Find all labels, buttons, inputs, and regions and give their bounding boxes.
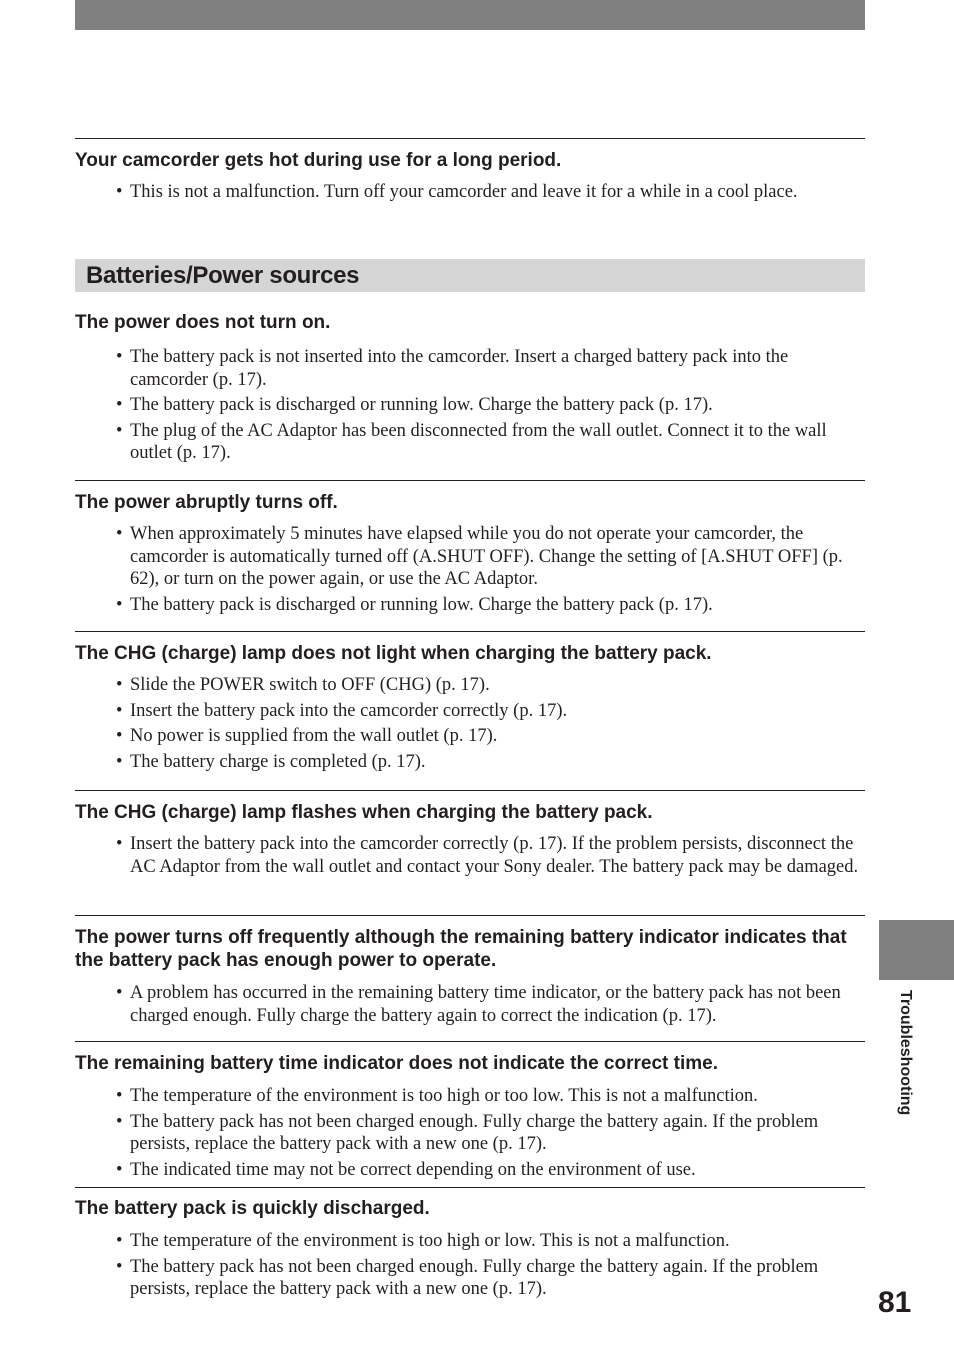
divider: [75, 138, 865, 139]
bullet: •: [116, 1086, 123, 1106]
bullet: •: [116, 751, 123, 772]
bullet-list: [0, 1230, 866, 1304]
list-item: [0, 1256, 866, 1301]
bullet: •: [116, 1256, 123, 1277]
list-item-text: A problem has occurred in the remaining battery time indicator, or the battery pack has not been charged enough. Fully charge the battery again to correct the indication (p. 17).: [130, 983, 841, 1026]
list-item-text: The battery charge is completed (p. 17).: [130, 751, 426, 772]
list-item-text: When approximately 5 minutes have elapsed while you do not operate your camcorder, the camcorder is automatically turned off (A.SHUT OFF). Change the setting of [A.SHUT OFF] (p. 62), or turn on the power again, or use the AC Adaptor.: [130, 524, 843, 589]
divider: [75, 1187, 865, 1188]
list-item-text: The plug of the AC Adaptor has been disconnected from the wall outlet. Connect it to the wall outlet (p. 17).: [130, 420, 827, 463]
section-band: [75, 259, 865, 292]
bullet: •: [116, 524, 123, 544]
list-item-text: The battery pack has not been charged enough. Fully charge the battery again. If the problem persists, replace the battery pack with a new one (p. 17).: [130, 1256, 819, 1299]
list-item: [0, 700, 866, 723]
list-item: [0, 181, 866, 204]
list-item: [0, 420, 866, 465]
chapter-tab-label: Troubleshooting: [897, 990, 914, 1116]
divider: [75, 790, 865, 791]
bullet: •: [116, 1111, 123, 1132]
bullet: •: [116, 347, 123, 367]
topic-heading: The power turns off frequently although the remaining battery indicator indicates that the battery pack has enough power to operate.: [75, 927, 847, 971]
list-item-text: The temperature of the environment is too high or too low. This is not a malfunction.: [130, 1086, 758, 1106]
bullet: •: [116, 834, 123, 854]
list-item: [0, 1159, 866, 1182]
bullet: •: [116, 1159, 123, 1180]
bullet: •: [116, 983, 123, 1003]
topic-heading: The remaining battery time indicator does not indicate the correct time.: [75, 1053, 718, 1074]
divider: [75, 1041, 865, 1042]
bullet: •: [116, 675, 123, 695]
list-item: [0, 833, 866, 878]
topic-heading: The battery pack is quickly discharged.: [75, 1198, 430, 1219]
topic-heading: The CHG (charge) lamp does not light when charging the battery pack.: [75, 643, 712, 664]
list-item: [0, 1085, 866, 1108]
divider: [75, 480, 865, 481]
list-item: [0, 1111, 866, 1156]
bullet-list: [0, 674, 866, 776]
bullet: •: [116, 726, 123, 746]
list-item-text: The battery pack has not been charged enough. Fully charge the battery again. If the problem persists, replace the battery pack with a new one (p. 17).: [130, 1111, 819, 1154]
list-item-text: This is not a malfunction. Turn off your camcorder and leave it for a while in a cool place.: [130, 182, 798, 202]
list-item: [0, 674, 866, 697]
list-item-text: Slide the POWER switch to OFF (CHG) (p. 17).: [130, 675, 490, 695]
bullet-list: [0, 1085, 866, 1184]
bullet: •: [116, 594, 123, 615]
topic-heading: The power abruptly turns off.: [75, 492, 338, 513]
list-item-text: The temperature of the environment is too high or low. This is not a malfunction.: [130, 1231, 730, 1251]
bullet: •: [116, 182, 123, 202]
list-item: [0, 1230, 866, 1253]
list-item-text: The battery pack is discharged or running low. Charge the battery pack (p. 17).: [130, 395, 713, 415]
header-bar: [75, 0, 865, 30]
bullet-list: [0, 346, 866, 468]
divider: [75, 631, 865, 632]
bullet: •: [116, 395, 123, 415]
topic-heading: Your camcorder gets hot during use for a long period.: [75, 150, 562, 171]
bullet: •: [116, 420, 123, 441]
list-item: [0, 346, 866, 391]
list-item: [0, 394, 866, 417]
list-item-text: The indicated time may not be correct depending on the environment of use.: [130, 1159, 696, 1180]
bullet-list: [0, 833, 866, 881]
list-item-text: The battery pack is discharged or running low. Charge the battery pack (p. 17).: [130, 594, 713, 615]
bullet-list: [0, 523, 866, 619]
list-item: [0, 523, 866, 591]
section-title: Batteries/Power sources: [86, 262, 360, 289]
list-item: [0, 594, 866, 617]
list-item-text: Insert the battery pack into the camcorder correctly (p. 17).: [130, 700, 568, 721]
bullet: •: [116, 1231, 123, 1251]
bullet: •: [116, 700, 123, 721]
topic-heading: The power does not turn on.: [75, 312, 331, 333]
bullet-list: [0, 181, 866, 207]
list-item: [0, 725, 866, 748]
list-item: [0, 751, 866, 774]
list-item: [0, 982, 866, 1027]
topic-heading: The CHG (charge) lamp flashes when charging the battery pack.: [75, 802, 653, 823]
divider: [75, 915, 865, 916]
list-item-text: No power is supplied from the wall outlet (p. 17).: [130, 726, 498, 746]
page-number: 81: [878, 1286, 912, 1319]
chapter-tab: [879, 920, 954, 980]
list-item-text: Insert the battery pack into the camcorder correctly (p. 17). If the problem persists, disconnect the AC Adaptor from the wall outlet and contact your Sony dealer. The battery pack may be damaged.: [130, 834, 859, 877]
bullet-list: [0, 982, 866, 1030]
list-item-text: The battery pack is not inserted into the camcorder. Insert a charged battery pack into the camcorder (p. 17).: [130, 347, 789, 390]
